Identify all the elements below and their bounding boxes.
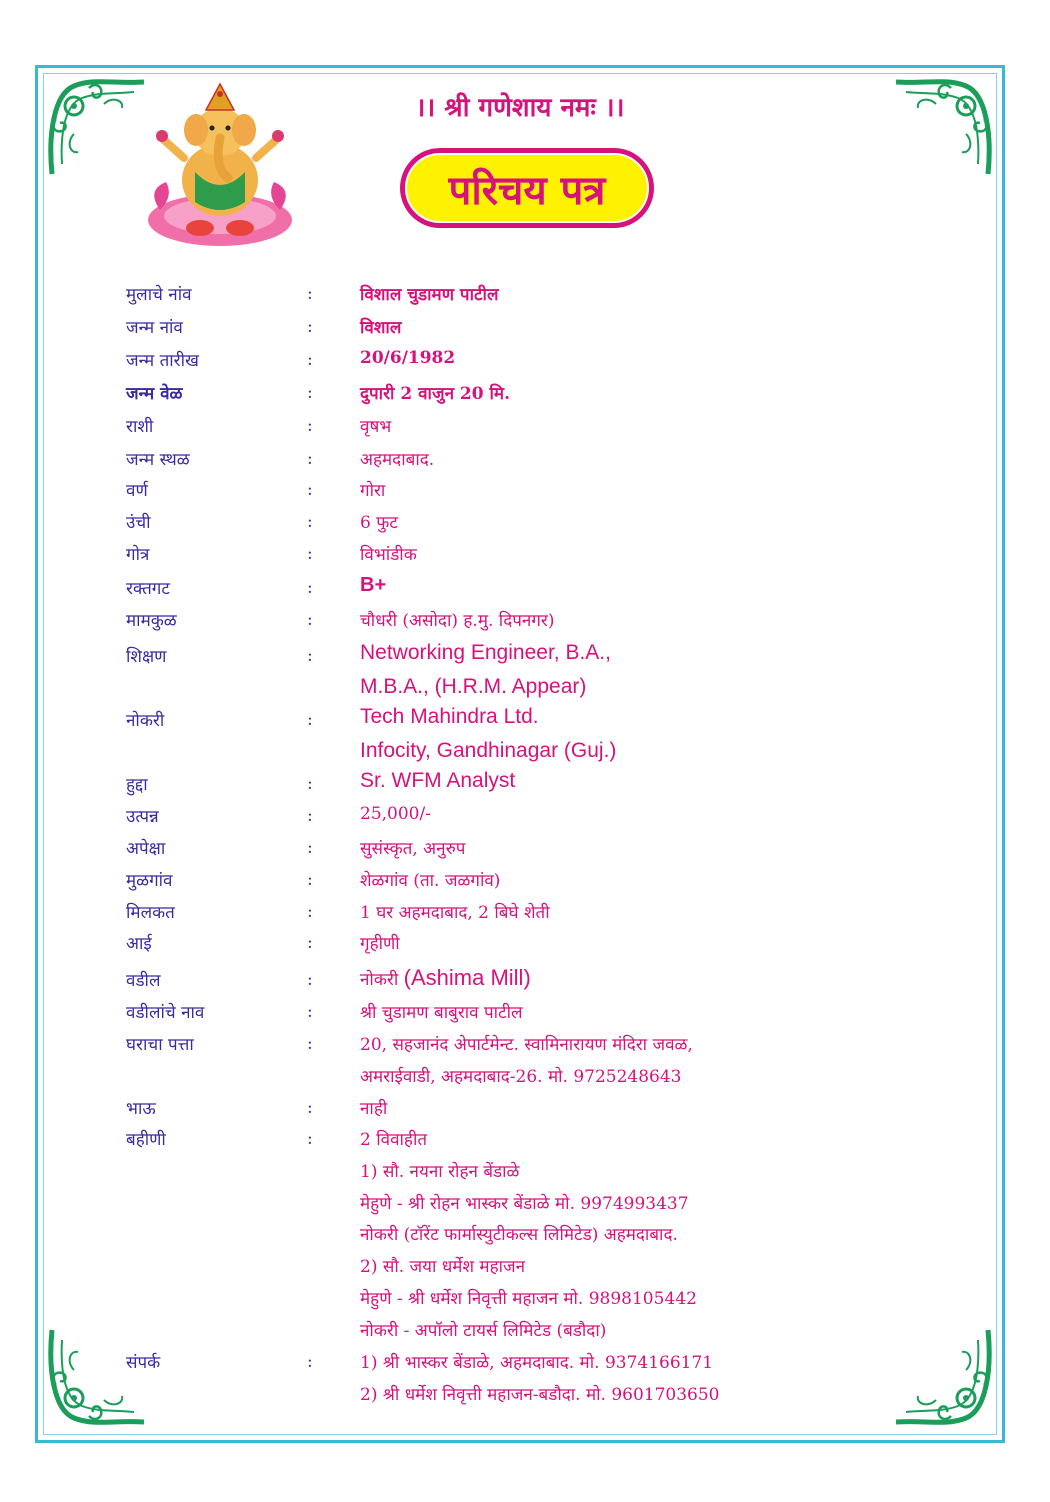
label-address: घराचा पत्ता <box>126 1035 194 1055</box>
value-contact-line: 1) श्री भास्कर बेंडाळे, अहमदाबाद. मो. 9374166171 <box>360 1353 714 1373</box>
colon: : <box>307 284 313 304</box>
label-complexion: वर्ण <box>126 481 148 501</box>
colon: : <box>307 383 313 403</box>
value-sisters-line: नोकरी - अपॉलो टायर्स लिमिटेड (बडौदा) <box>360 1321 607 1341</box>
value-brother: नाही <box>360 1099 388 1119</box>
value-property: 1 घर अहमदाबाद, 2 बिघे शेती <box>360 903 550 923</box>
value-sisters-line: 1) सौ. नयना रोहन बेंडाळे <box>360 1162 520 1182</box>
value-complexion: गोरा <box>360 481 386 501</box>
colon: : <box>307 902 313 922</box>
label-expectation: अपेक्षा <box>126 839 166 859</box>
value-post: Sr. WFM Analyst <box>360 769 516 792</box>
label-post: हुद्दा <box>126 775 148 795</box>
label-rashi: राशी <box>126 417 154 437</box>
value-address-line1: 20, सहजानंद अेपार्टमेन्ट. स्वामिनारायण मंदिरा जवळ, <box>360 1035 693 1055</box>
value-sisters-line: 2) सौ. जया धर्मेश महाजन <box>360 1257 526 1277</box>
colon: : <box>307 774 313 794</box>
value-income: 25,000/- <box>360 804 431 824</box>
value-height: 6 फुट <box>360 513 398 533</box>
label-mamkul: मामकुळ <box>126 611 177 631</box>
value-education-line1: Networking Engineer, B.A., <box>360 641 611 664</box>
value-blood-group: B+ <box>360 574 387 596</box>
value-sisters-line: मेहुणे - श्री रोहन भास्कर बेंडाळे मो. 9974993437 <box>360 1194 689 1214</box>
value-mother: गृहीणी <box>360 934 400 954</box>
label-mother: आई <box>126 934 152 954</box>
corner-ornament-bottom-left <box>44 1320 154 1430</box>
label-gotra: गोत्र <box>126 545 150 565</box>
value-father <box>360 965 531 991</box>
label-height: उंची <box>126 513 151 533</box>
label-birth-date: जन्म तारीख <box>126 351 199 371</box>
colon: : <box>307 970 313 990</box>
colon: : <box>307 1098 313 1118</box>
colon: : <box>307 710 313 730</box>
label-contact: संपर्क <box>126 1353 161 1373</box>
value-birth-time: दुपारी 2 वाजुन 20 मि. <box>360 384 510 404</box>
corner-ornament-bottom-right <box>886 1320 996 1430</box>
label-native-village: मुळगांव <box>126 871 173 891</box>
colon: : <box>307 449 313 469</box>
label-birth-time: जन्म वेळ <box>126 384 183 404</box>
value-expectation: सुसंस्कृत, अनुरुप <box>360 839 466 859</box>
colon: : <box>307 578 313 598</box>
value-rashi: वृषभ <box>360 417 392 437</box>
colon: : <box>307 1002 313 1022</box>
label-birth-place: जन्म स्थळ <box>126 450 190 470</box>
ganesha-illustration <box>140 80 300 252</box>
label-education: शिक्षण <box>126 647 167 667</box>
label-sisters: बहीणी <box>126 1130 166 1150</box>
colon: : <box>307 870 313 890</box>
colon: : <box>307 416 313 436</box>
value-father-prefix: नोकरी <box>360 970 399 990</box>
colon: : <box>307 480 313 500</box>
label-father-name: वडीलांचे नाव <box>126 1003 205 1023</box>
label-blood-group: रक्तगट <box>126 579 170 599</box>
colon: : <box>307 512 313 532</box>
colon: : <box>307 933 313 953</box>
value-father-name: श्री चुडामण बाबुराव पाटील <box>360 1003 523 1023</box>
value-sisters-line: नोकरी (टॉरेंट फार्मास्युटीकल्स लिमिटेड) अहमदाबाद. <box>360 1225 678 1245</box>
value-birth-place: अहमदाबाद. <box>360 450 435 470</box>
colon: : <box>307 1352 313 1372</box>
label-brother: भाऊ <box>126 1099 156 1119</box>
invocation-heading: ।। श्री गणेशाय नमः ।। <box>415 93 625 123</box>
colon: : <box>307 646 313 666</box>
colon: : <box>307 1034 313 1054</box>
label-birth-name: जन्म नांव <box>126 318 183 338</box>
label-father: वडील <box>126 971 161 991</box>
colon: : <box>307 806 313 826</box>
value-job-line2: Infocity, Gandhinagar (Guj.) <box>360 739 617 762</box>
colon: : <box>307 838 313 858</box>
label-name: मुलाचे नांव <box>126 285 192 305</box>
corner-ornament-top-right <box>886 74 996 184</box>
colon: : <box>307 544 313 564</box>
value-contact-line: 2) श्री धर्मेश निवृत्ती महाजन-बडौदा. मो. 9601703650 <box>360 1385 720 1405</box>
value-sisters-line: 2 विवाहीत <box>360 1130 428 1150</box>
value-father-suffix: (Ashima Mill) <box>403 965 531 990</box>
colon: : <box>307 350 313 370</box>
colon: : <box>307 1129 313 1149</box>
value-birth-date: 20/6/1982 <box>360 348 456 368</box>
page-title: परिचय पत्र <box>405 153 649 223</box>
value-education-line2: M.B.A., (H.R.M. Appear) <box>360 675 587 698</box>
value-address-line2: अमराईवाडी, अहमदाबाद-26. मो. 9725248643 <box>360 1067 682 1087</box>
value-gotra: विभांडीक <box>360 545 417 565</box>
label-job: नोकरी <box>126 711 165 731</box>
value-job-line1: Tech Mahindra Ltd. <box>360 705 539 728</box>
value-birth-name: विशाल <box>360 318 402 338</box>
colon: : <box>307 610 313 630</box>
value-mamkul: चौधरी (असोदा) ह.मु. दिपनगर) <box>360 611 555 631</box>
corner-ornament-top-left <box>44 74 154 184</box>
label-income: उत्पन्न <box>126 807 159 827</box>
colon: : <box>307 317 313 337</box>
value-native-village: शेळगांव (ता. जळगांव) <box>360 871 501 891</box>
value-name: विशाल चुडामण पाटील <box>360 285 499 305</box>
value-sisters-line: मेहुणे - श्री धर्मेश निवृत्ती महाजन मो. 9898105442 <box>360 1289 697 1309</box>
label-property: मिलकत <box>126 903 175 923</box>
